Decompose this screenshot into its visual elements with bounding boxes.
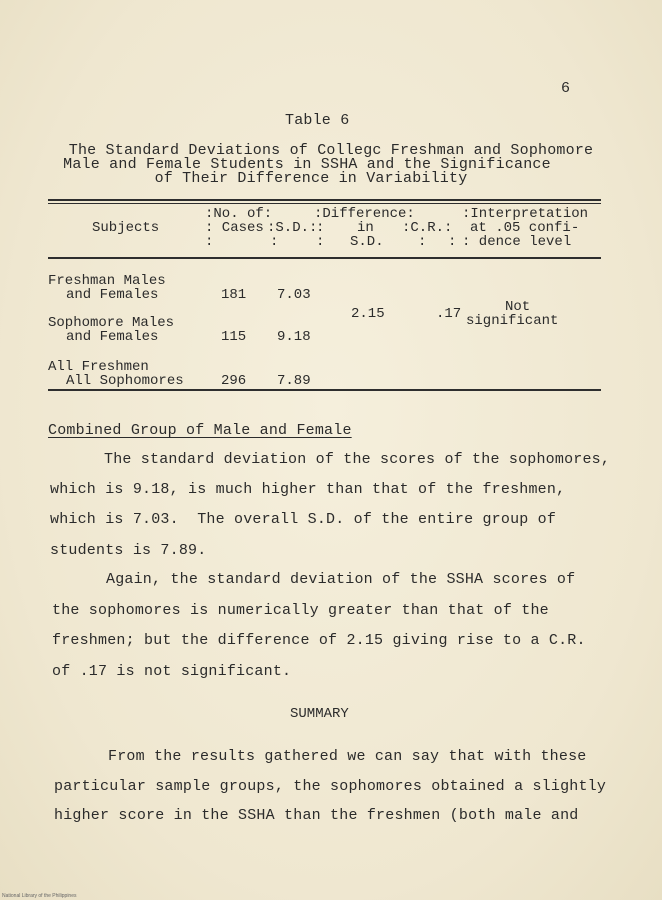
- paragraph-2-line-3: freshmen; but the difference of 2.15 giving rise to a C.R.: [52, 632, 586, 649]
- row-2-cases: 115: [221, 329, 247, 345]
- header-sep-1: :: [316, 220, 325, 236]
- header-difference-1: :Difference:: [314, 206, 415, 222]
- header-subjects: Subjects: [92, 220, 160, 236]
- paragraph-3-line-1: From the results gathered we can say that with these: [108, 748, 587, 765]
- header-interpretation-1: :Interpretation: [462, 206, 589, 222]
- row-1-sd: 7.03: [277, 287, 311, 303]
- row-3-cases: 296: [221, 373, 247, 389]
- paragraph-3-line-2: particular sample groups, the sophomores obtained a slightly: [54, 778, 607, 795]
- row-2-subject-2: and Females: [66, 329, 159, 345]
- footer-attribution: National Library of the Philippines: [2, 893, 77, 899]
- paragraph-2-line-2: the sophomores is numerically greater than that of the: [52, 602, 549, 619]
- header-cases-2: : Cases: [205, 220, 264, 236]
- header-cr: :C.R.:: [402, 220, 453, 236]
- header-interpretation-3: : dence level: [462, 234, 572, 250]
- row-3-subject-1: All Freshmen: [48, 359, 149, 375]
- paragraph-1-line-3: which is 7.03. The overall S.D. of the entire group of: [50, 511, 557, 528]
- header-sep-2: :: [316, 234, 325, 250]
- table-caption-line-3: of Their Difference in Variability: [154, 170, 468, 187]
- row-1-subject-1: Freshman Males: [48, 273, 166, 289]
- paragraph-2-line-1: Again, the standard deviation of the SSHA scores of: [106, 571, 576, 588]
- page-number: 6: [561, 80, 571, 97]
- header-cr-colon-1: :: [418, 234, 427, 250]
- header-difference-2: in: [357, 220, 374, 236]
- paragraph-1-line-4: students is 7.89.: [50, 542, 207, 559]
- paragraph-1-line-1: The standard deviation of the scores of the sophomores,: [104, 451, 611, 468]
- table-top-rule: [48, 199, 601, 201]
- table-label: Table 6: [285, 112, 350, 129]
- table-header-rule: [48, 257, 601, 259]
- header-difference-3: S.D.: [350, 234, 384, 250]
- table-top-rule-thin: [48, 203, 601, 204]
- difference-value: 2.15: [351, 306, 385, 322]
- row-2-subject-1: Sophomore Males: [48, 315, 175, 331]
- row-1-cases: 181: [221, 287, 247, 303]
- row-3-sd: 7.89: [277, 373, 311, 389]
- row-3-subject-2: All Sophomores: [66, 373, 184, 389]
- paragraph-3-line-3: higher score in the SSHA than the freshmen (both male and: [54, 807, 579, 824]
- header-sd-colon: :: [270, 234, 279, 250]
- row-1-subject-2: and Females: [66, 287, 159, 303]
- paragraph-1-line-2: which is 9.18, is much higher than that of the freshmen,: [50, 481, 566, 498]
- header-sd: :S.D.:: [267, 220, 318, 236]
- cr-value: .17: [436, 306, 462, 322]
- header-interpretation-2: at .05 confi-: [470, 220, 580, 236]
- table-bottom-rule: [48, 389, 601, 391]
- header-cases-3: :: [205, 234, 214, 250]
- header-cr-colon-2: :: [448, 234, 457, 250]
- paragraph-2-line-4: of .17 is not significant.: [52, 663, 292, 680]
- interpretation-value-1: Not: [505, 299, 531, 315]
- table-caption-line-2: Male and Female Students in SSHA and the Significance: [63, 156, 551, 173]
- interpretation-value-2: significant: [466, 313, 559, 329]
- section-heading: Combined Group of Male and Female: [48, 422, 352, 439]
- summary-heading: SUMMARY: [290, 706, 349, 722]
- table-caption-line-1: The Standard Deviations of Collegc Freshman and Sophomore: [68, 142, 594, 159]
- row-2-sd: 9.18: [277, 329, 311, 345]
- header-cases-1: :No. of:: [205, 206, 273, 222]
